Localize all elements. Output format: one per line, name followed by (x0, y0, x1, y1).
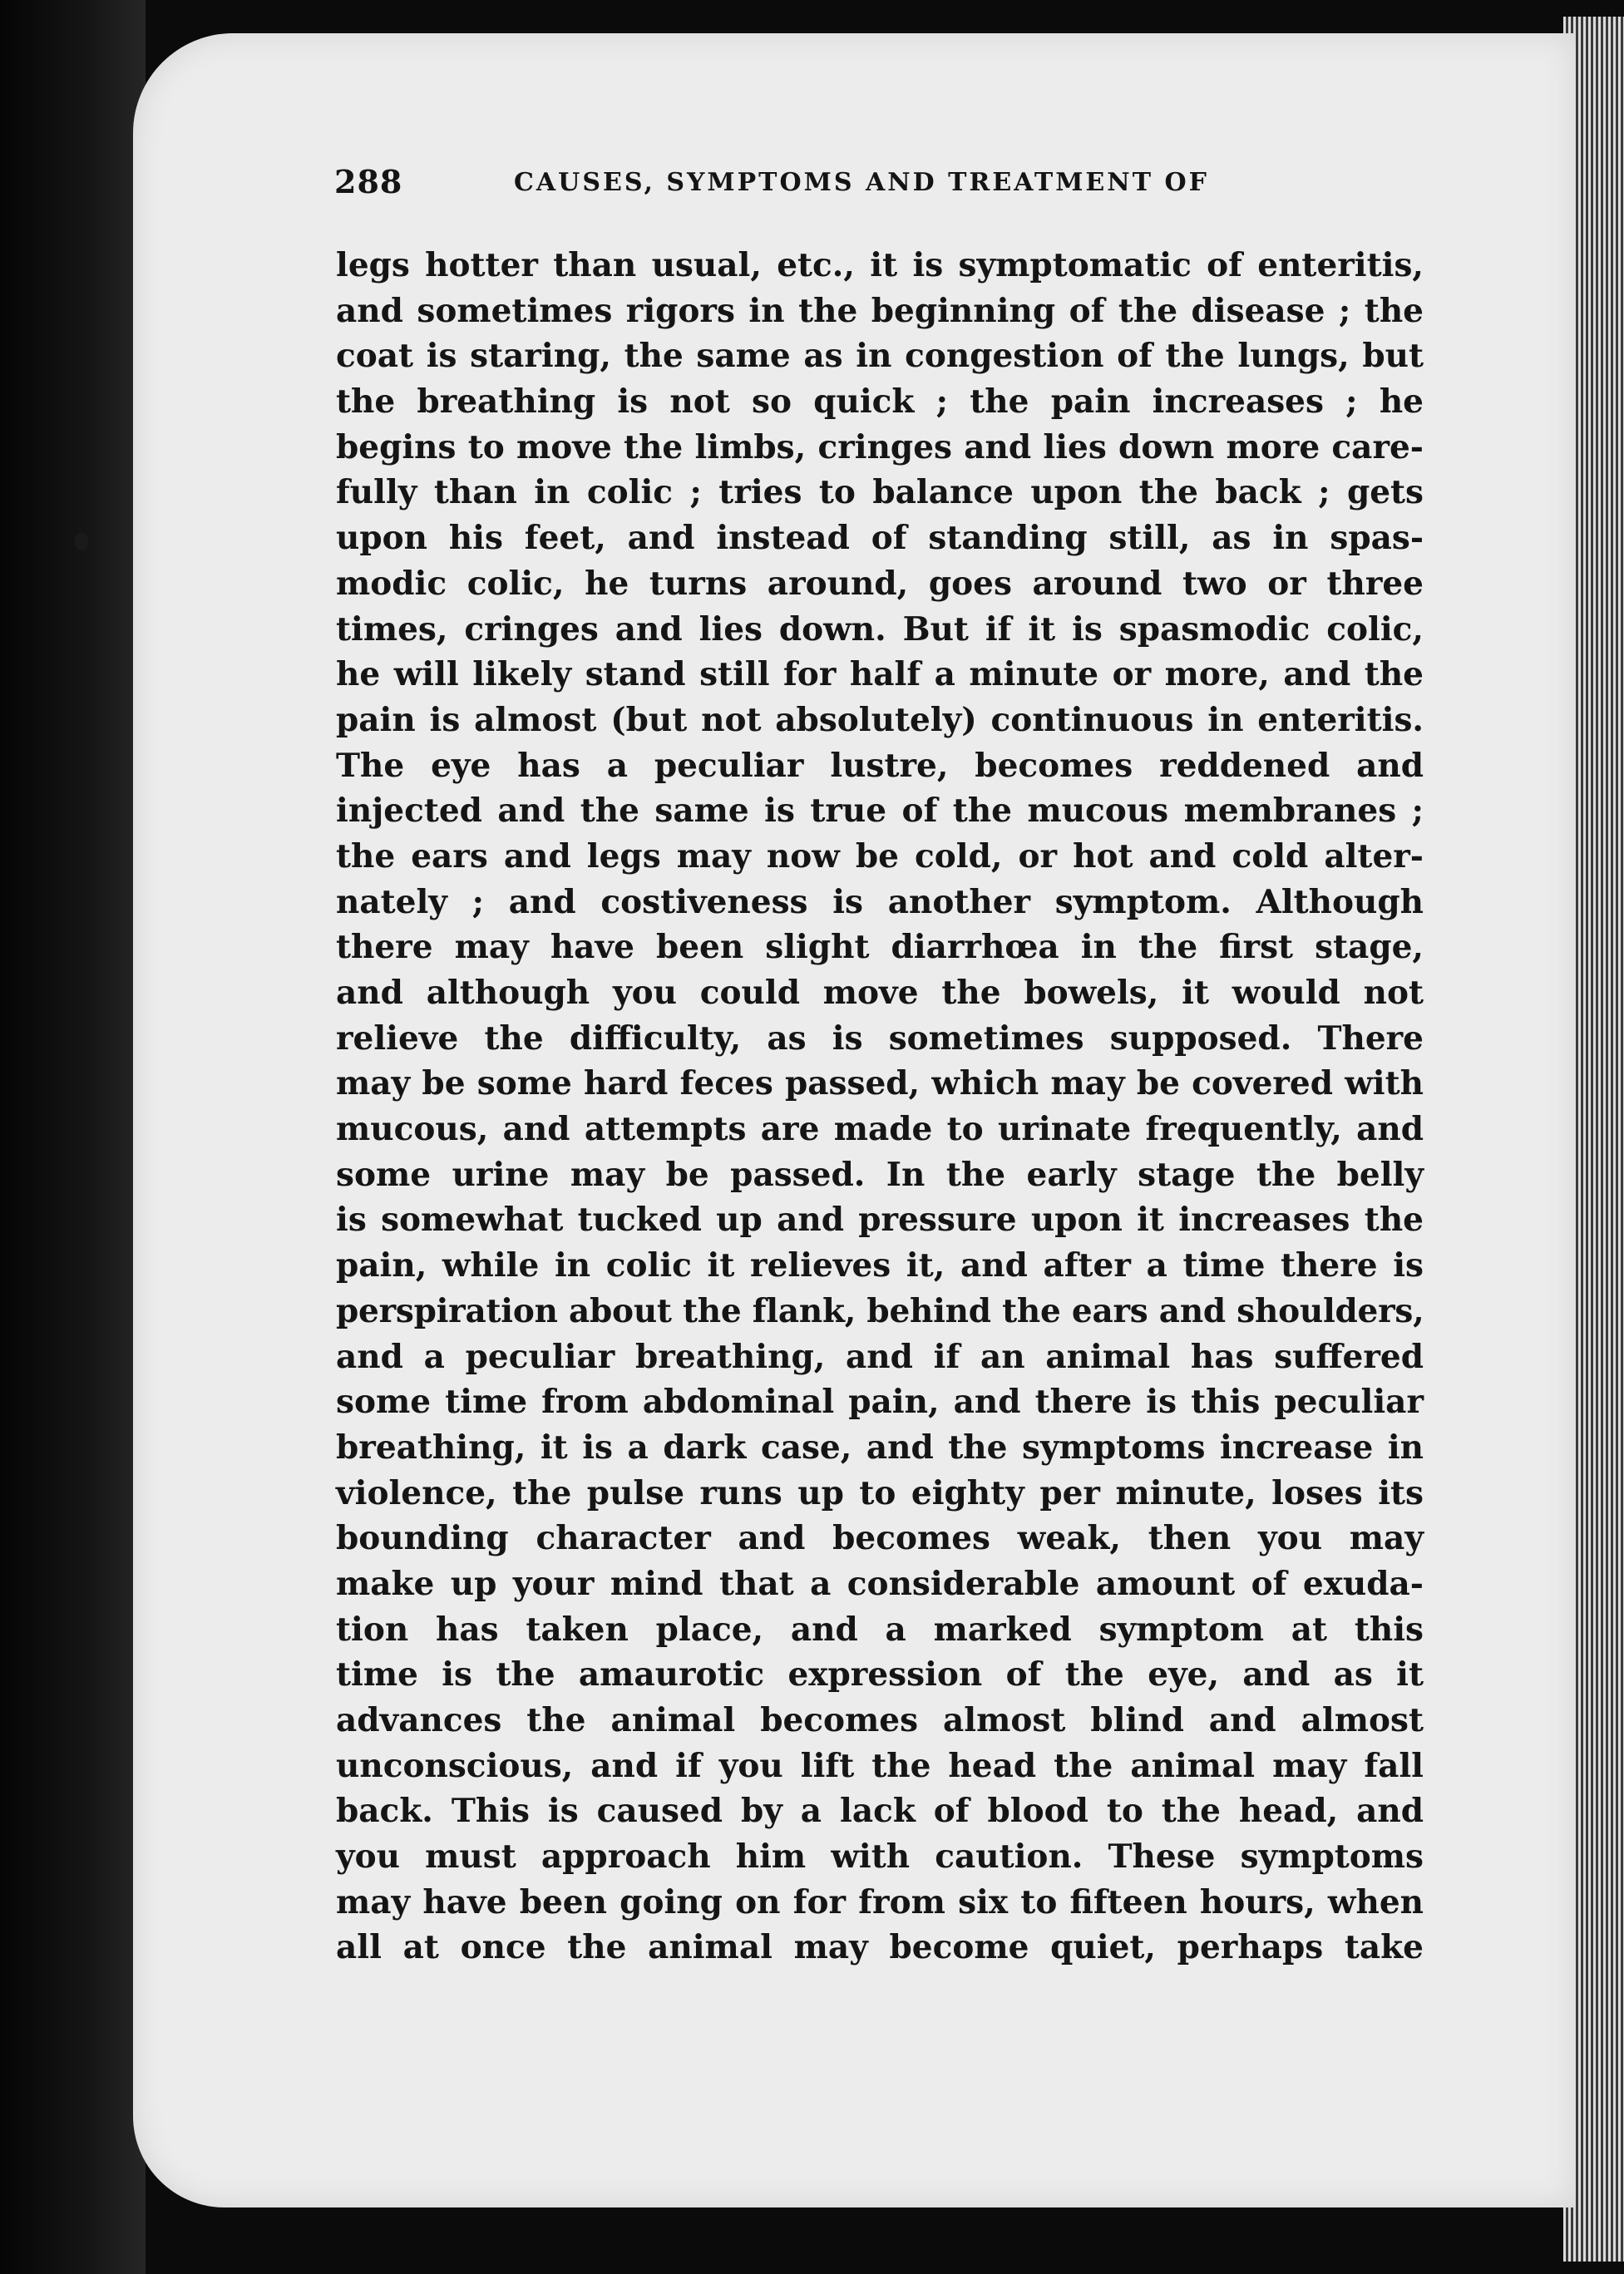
text-line: unconscious, and if you lift the head the animal may fall (336, 1746, 1424, 1785)
text-line: make up your mind that a considerable amount of exuda- (336, 1564, 1424, 1603)
text-line: begins to move the limbs, cringes and lies down more care- (336, 427, 1424, 466)
text-line: some time from abdominal pain, and there is this peculiar (336, 1383, 1424, 1422)
text-line: fully than in colic ; tries to balance upon the back ; gets (336, 473, 1424, 512)
page-number: 288 (334, 163, 403, 200)
text-line: bounding character and becomes weak, then you may (336, 1519, 1424, 1558)
text-line: advances the animal becomes almost blind and almost (336, 1701, 1424, 1739)
text-line: and although you could move the bowels, it would not (336, 974, 1424, 1012)
book-spine-shadow (0, 0, 146, 2274)
text-line: violence, the pulse runs up to eighty per minute, loses its (336, 1473, 1424, 1512)
text-line: you must approach him with caution. These symptoms (336, 1837, 1424, 1877)
text-line: pain is almost (but not absolutely) continuous in enteritis. (336, 700, 1424, 739)
running-head: CAUSES, SYMPTOMS AND TREATMENT OF (514, 168, 1209, 197)
text-line: may have been going on for from six to fifteen hours, when (336, 1882, 1424, 1921)
text-line: the breathing is not so quick ; the pain increases ; he (336, 382, 1424, 422)
text-line: relieve the difficulty, as is sometimes supposed. There (336, 1019, 1424, 1058)
text-line: time is the amaurotic expression of the eye, and as it (336, 1655, 1424, 1694)
scan-speck (75, 532, 88, 550)
text-line: and a peculiar breathing, and if an animal has suffered (336, 1337, 1424, 1376)
text-line: upon his feet, and instead of standing still, as in spas- (336, 519, 1424, 558)
text-line: The eye has a peculiar lustre, becomes reddened and (336, 746, 1424, 785)
text-line: some urine may be passed. In the early stage the belly (336, 1155, 1424, 1194)
text-line: tion has taken place, and a marked symptom at this (336, 1610, 1424, 1649)
text-line: pain, while in colic it relieves it, and after a time there is (336, 1246, 1424, 1285)
text-line: the ears and legs may now be cold, or hot and cold alter- (336, 836, 1424, 876)
text-line: may be some hard feces passed, which may be covered with (336, 1064, 1424, 1103)
text-line: legs hotter than usual, etc., it is symptomatic of enteritis, (336, 246, 1424, 284)
text-line: breathing, it is a dark case, and the symptoms increase in (336, 1428, 1424, 1467)
text-line: nately ; and costiveness is another symptom. Although (336, 882, 1424, 921)
body-text (336, 243, 1424, 1971)
text-line: he will likely stand still for half a minute or more, and the (336, 655, 1424, 694)
text-line: mucous, and attempts are made to urinate frequently, and (336, 1110, 1424, 1149)
text-line: and sometimes rigors in the beginning of the disease ; the (336, 291, 1424, 330)
text-line: perspiration about the flank, behind the ears and shoulders, (336, 1291, 1424, 1330)
text-line: back. This is caused by a lack of blood to the head, and (336, 1792, 1424, 1831)
text-line: there may have been slight diarrhœa in the first stage, (336, 928, 1424, 967)
text-line: times, cringes and lies down. But if it is spasmodic colic, (336, 609, 1424, 649)
text-line: coat is staring, the same as in congestion of the lungs, but (336, 337, 1424, 376)
page-header (334, 163, 1432, 206)
text-line: is somewhat tucked up and pressure upon it increases the (336, 1201, 1424, 1240)
text-line: injected and the same is true of the mucous membranes ; (336, 792, 1424, 831)
text-line: modic colic, he turns around, goes around two or three (336, 564, 1424, 603)
text-line: all at once the animal may become quiet, perhaps take (336, 1928, 1424, 1967)
